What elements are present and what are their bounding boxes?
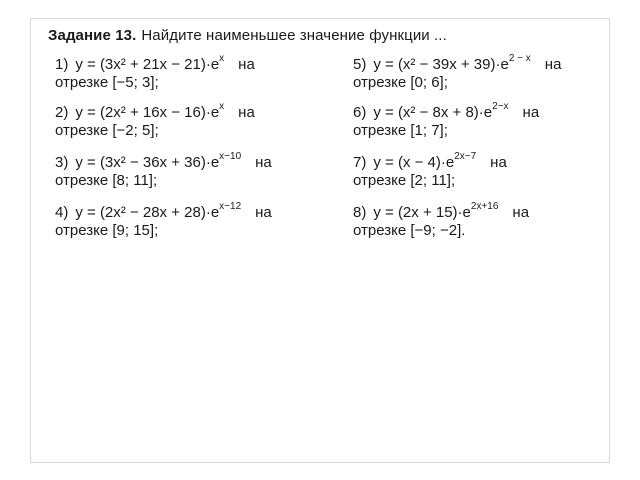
task-item-2 — [55, 101, 255, 140]
task-item-3 — [55, 151, 272, 190]
task-item-5 — [353, 53, 562, 92]
task-number: 3) — [55, 154, 69, 171]
task-interval-word: отрезке — [353, 74, 407, 91]
task-formula: y = (2x + 15)·e — [373, 204, 471, 221]
task-interval: [9; 15]; — [112, 222, 159, 239]
task-interval-word: отрезке — [353, 172, 407, 189]
task-interval-word: отрезке — [55, 222, 109, 239]
task-interval: [2; 11]; — [410, 172, 456, 189]
task-interval-word: отрезке — [55, 122, 109, 139]
task-on-word: на — [255, 154, 272, 171]
task-on-word: на — [490, 154, 507, 171]
task-number: 8) — [353, 204, 367, 221]
task-on-word: на — [544, 56, 562, 73]
task-exponent: 2−x — [492, 101, 509, 112]
task-interval-word: отрезке — [353, 122, 407, 139]
task-on-word: на — [512, 204, 530, 221]
task-formula: y = (3x² − 36x + 36)·e — [75, 154, 220, 171]
task-number: 6) — [353, 104, 367, 121]
task-exponent: x−12 — [219, 201, 242, 212]
task-item-4 — [55, 201, 272, 240]
task-interval: [−5; 3]; — [112, 74, 159, 91]
task-formula: y = (3x² + 21x − 21)·e — [75, 56, 220, 73]
task-interval: [−2; 5]; — [112, 122, 159, 139]
task-on-word: на — [522, 104, 540, 121]
task-item-6 — [353, 101, 540, 140]
task-exponent: 2x−7 — [454, 151, 477, 162]
task-number: 4) — [55, 204, 69, 221]
task-interval: [−9; −2]. — [410, 222, 466, 239]
task-item-8 — [353, 201, 530, 240]
task-formula: y = (2x² + 16x − 16)·e — [75, 104, 220, 121]
task-interval-word: отрезке — [353, 222, 407, 239]
task-item-7 — [353, 151, 507, 190]
task-item-1 — [55, 53, 255, 92]
task-on-word: на — [255, 204, 272, 221]
task-instruction: Найдите наименьшее значение функции ... — [141, 27, 447, 44]
task-exponent: x — [219, 101, 225, 112]
task-on-word: на — [238, 56, 255, 73]
task-interval-word: отрезке — [55, 172, 109, 189]
task-interval: [0; 6]; — [410, 74, 448, 91]
task-exponent: 2 − x — [508, 53, 531, 64]
task-on-word: на — [238, 104, 255, 121]
task-number: 5) — [353, 56, 367, 73]
task-interval-word: отрезке — [55, 74, 109, 91]
task-number: 7) — [353, 154, 367, 171]
task-heading — [48, 27, 447, 44]
task-formula: y = (x² − 39x + 39)·e — [373, 56, 509, 73]
task-exponent: x−10 — [219, 151, 242, 162]
task-label: Задание 13. — [48, 27, 137, 44]
task-exponent: x — [219, 53, 225, 64]
task-interval: [1; 7]; — [410, 122, 448, 139]
task-formula: y = (x − 4)·e — [373, 154, 455, 171]
task-formula: y = (x² − 8x + 8)·e — [373, 104, 493, 121]
task-exponent: 2x+16 — [470, 201, 499, 212]
task-interval: [8; 11]; — [112, 172, 158, 189]
task-number: 2) — [55, 104, 69, 121]
task-number: 1) — [55, 56, 69, 73]
task-formula: y = (2x² − 28x + 28)·e — [75, 204, 220, 221]
